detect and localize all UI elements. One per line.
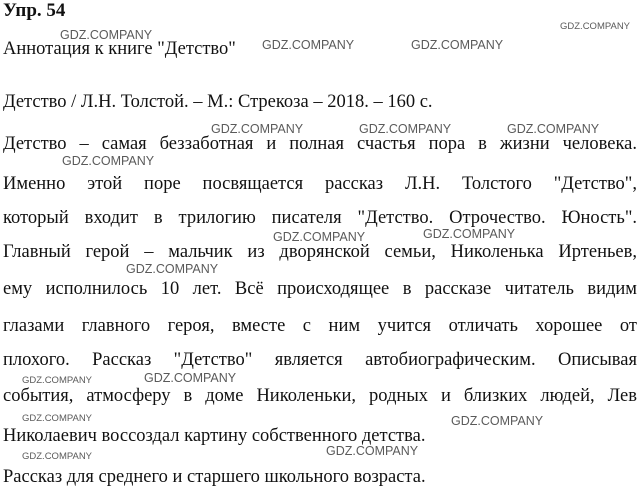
watermark: GDZ.COMPANY (211, 122, 304, 136)
watermark: GDZ.COMPANY (144, 371, 237, 385)
watermark: GDZ.COMPANY (22, 413, 93, 424)
watermark: GDZ.COMPANY (560, 21, 631, 32)
watermark: GDZ.COMPANY (423, 227, 516, 241)
watermark: GDZ.COMPANY (411, 38, 504, 52)
body-line: ему исполнилось 10 лет. Всё происходящее в рассказе читатель видим (3, 279, 637, 299)
watermark: GDZ.COMPANY (262, 38, 355, 52)
body-line: Именно этой поре посвящается рассказ Л.Н. Толстого "Детство", (3, 174, 637, 194)
body-line: Детство – самая беззаботная и полная счастья пора в жизни человека. (3, 134, 637, 154)
bibliography-line: Детство / Л.Н. Толстой. – М.: Стрекоза – 2018. – 160 с. (3, 92, 433, 112)
watermark: GDZ.COMPANY (62, 154, 155, 168)
body-line: глазами главного героя, вместе с ним учится отличать хорошее от (3, 316, 637, 336)
body-line: события, атмосферу в доме Николеньки, родных и близких людей, Лев (3, 386, 637, 406)
body-line: который входит в трилогию писателя "Детство. Отрочество. Юность". (3, 208, 637, 228)
watermark: GDZ.COMPANY (22, 375, 93, 386)
watermark: GDZ.COMPANY (326, 444, 419, 458)
body-line: плохого. Рассказ "Детство" является автобиографическим. Описывая (3, 350, 637, 370)
annotation-heading: Аннотация к книге "Детство" (3, 39, 236, 59)
watermark: GDZ.COMPANY (22, 451, 93, 462)
watermark: GDZ.COMPANY (451, 414, 544, 428)
closing-line: Рассказ для среднего и старшего школьного возраста. (3, 467, 426, 487)
watermark: GDZ.COMPANY (126, 262, 219, 276)
exercise-title: Упр. 54 (3, 0, 66, 21)
watermark: GDZ.COMPANY (273, 230, 366, 244)
watermark: GDZ.COMPANY (60, 28, 153, 42)
watermark: GDZ.COMPANY (507, 122, 600, 136)
body-line: Главный герой – мальчик из дворянской семьи, Николенька Иртеньев, (3, 242, 637, 262)
body-line: Николаевич воссоздал картину собственного детства. (3, 426, 426, 446)
watermark: GDZ.COMPANY (359, 122, 452, 136)
